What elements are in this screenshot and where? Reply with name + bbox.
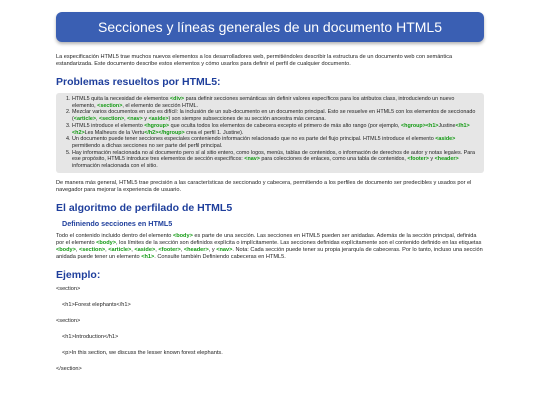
algorithm-heading: El algoritmo de perfilado de HTML5 — [56, 201, 233, 214]
code-tag: <body> — [172, 232, 193, 239]
problem-item — [72, 136, 478, 149]
code-tag: <aside> — [148, 116, 169, 123]
code-tag: <footer> — [158, 246, 181, 253]
text-run: Les Malheurs de la Vertu — [84, 129, 145, 136]
text-run: ) son siempre subsecciones de su sección ancestra más cercana. — [168, 116, 326, 123]
problems-box — [56, 93, 484, 173]
text-run: y — [428, 156, 435, 163]
text-run: y — [142, 116, 149, 123]
text-run: que oculta todos los elementos de cabecera excepto el primero de más alto rango (por ejemplo, — [169, 122, 402, 129]
code-tag: <nav> — [216, 246, 233, 253]
text-run: permitiendo a dichas secciones no ser parte del perfil principal. — [72, 142, 223, 149]
text-run: información relacionada con el sitio. — [72, 163, 158, 170]
text-run: para colecciones de enlaces, como una tabla de contenidos, — [259, 156, 408, 163]
code-tag: <aside> — [435, 136, 456, 143]
code-tag: <hgroup> — [144, 122, 170, 129]
text-run: , los límites de la sección son definidos explícita o implícitamente. Las secciones definidas explícitamente son el contenido definido en las etiquetas — [116, 239, 482, 246]
text-run: Todo el contenido incluido dentro del elemento — [56, 232, 173, 239]
code-tag: <section> — [79, 246, 106, 253]
problems-heading: Problemas resueltos por HTML5: — [56, 76, 221, 88]
text-run: , — [105, 246, 109, 253]
code-tag: <nav> — [244, 156, 260, 163]
example-code — [56, 286, 484, 373]
code-tag: </h1><h2> — [72, 122, 470, 136]
problem-item — [72, 123, 478, 136]
code-tag: <nav> — [127, 116, 143, 123]
text-run: , — [131, 246, 135, 253]
text-run: Mezclar varios documentos en uno es difícil: la inclusión de un sub-documento en un documento principal. Esto se resuelve en HTML5 con los elementos de seccionado ( — [72, 109, 476, 123]
text-run: , y — [208, 246, 217, 253]
text-run: , — [124, 116, 128, 123]
code-tag: <section> — [97, 102, 123, 109]
code-line: <h1>Forest elephants</h1> — [62, 301, 131, 308]
text-run: , — [75, 246, 80, 253]
code-tag: <header> — [183, 246, 209, 253]
problems-list — [62, 96, 478, 170]
text-run: HTML5 quita la necesidad de elementos — [72, 96, 170, 102]
code-tag: <section> — [98, 116, 125, 123]
example-heading: Ejemplo: — [56, 268, 101, 281]
text-run: , — [155, 246, 159, 253]
text-run: , el elemento de sección HTML. — [122, 102, 199, 109]
problem-item — [72, 96, 478, 109]
code-line: <p>In this section, we discuss the lesser known forest elephants. — [62, 349, 223, 356]
main-content — [56, 54, 484, 382]
text-run: para definir secciones semánticas sin definir valores específicos para los atributos class, introduciendo un nuevo elemento, — [72, 96, 455, 109]
code-tag: <footer> — [407, 156, 429, 163]
code-tag: </h2></hgroup> — [144, 129, 185, 136]
summary-paragraph: De manera más general, HTML5 trae precisión a las características de seccionado y cabecera, permitiendo a los perfiles de documento ser predecibles y usados por el navegador para mejorar la experiencia de usuario. — [56, 179, 472, 193]
code-tag: <h1> — [141, 253, 155, 260]
text-run: , — [180, 246, 184, 253]
text-run: es parte de una sección. Las secciones en HTML5 pueden ser anidadas. Además de la sección principal, definida por el elemento — [56, 232, 477, 246]
algorithm-paragraph — [56, 233, 484, 261]
text-run: Hay información relacionada no al documento pero sí al sitio entero, como logos, menús, tablas de contenidos, o información de derechos de autor y notas legales. Para ese propósito, HTML5 introduce tres elementos de sección específicos: — [72, 149, 476, 163]
text-run: crea el perfil 1. Justine). — [184, 129, 244, 136]
page-title-banner: Secciones y líneas generales de un documento HTML5 — [56, 12, 484, 42]
text-run: . Nota: Cada sección puede tener su propia jerarquía de cabeceras. Por lo tanto, incluso una sección anidada puede tener un elemento — [56, 246, 483, 260]
text-run: , — [95, 116, 99, 123]
problem-item — [72, 150, 478, 170]
text-run: Un documento puede tener secciones especiales conteniendo información relacionado que no es parte del flujo principal. HTML5 introduce el elemento — [72, 136, 436, 143]
code-tag: <header> — [434, 156, 459, 163]
code-tag: <hgroup><h1> — [401, 122, 439, 129]
sections-subheading: Definiendo secciones en HTML5 — [62, 218, 173, 228]
code-line: <section> — [56, 285, 81, 292]
code-tag: <article> — [73, 116, 96, 123]
code-tag: <aside> — [134, 246, 156, 253]
code-line: <section> — [56, 317, 81, 324]
code-line: <h1>Introduction</h1> — [62, 333, 119, 340]
code-tag: <div> — [170, 96, 185, 102]
code-tag: <body> — [56, 246, 76, 253]
text-run: HTML5 introduce el elemento — [72, 122, 145, 129]
text-run: Justine — [438, 122, 456, 129]
code-tag: <body> — [96, 239, 117, 246]
code-line: </section> — [56, 365, 82, 372]
problem-item — [72, 109, 478, 122]
intro-paragraph: La especificación HTML5 trae muchos nuevos elementos a los desarrolladores web, permitiéndoles describir la estructura de un documento web con semántica estandarizada. Este documento describe estos elementos y cómo usarlos para definir el perfil de cualquier documento. — [56, 54, 453, 67]
code-tag: <article> — [108, 246, 132, 253]
text-run: . Consulte también Definiendo cabeceras en HTML5. — [154, 253, 286, 260]
